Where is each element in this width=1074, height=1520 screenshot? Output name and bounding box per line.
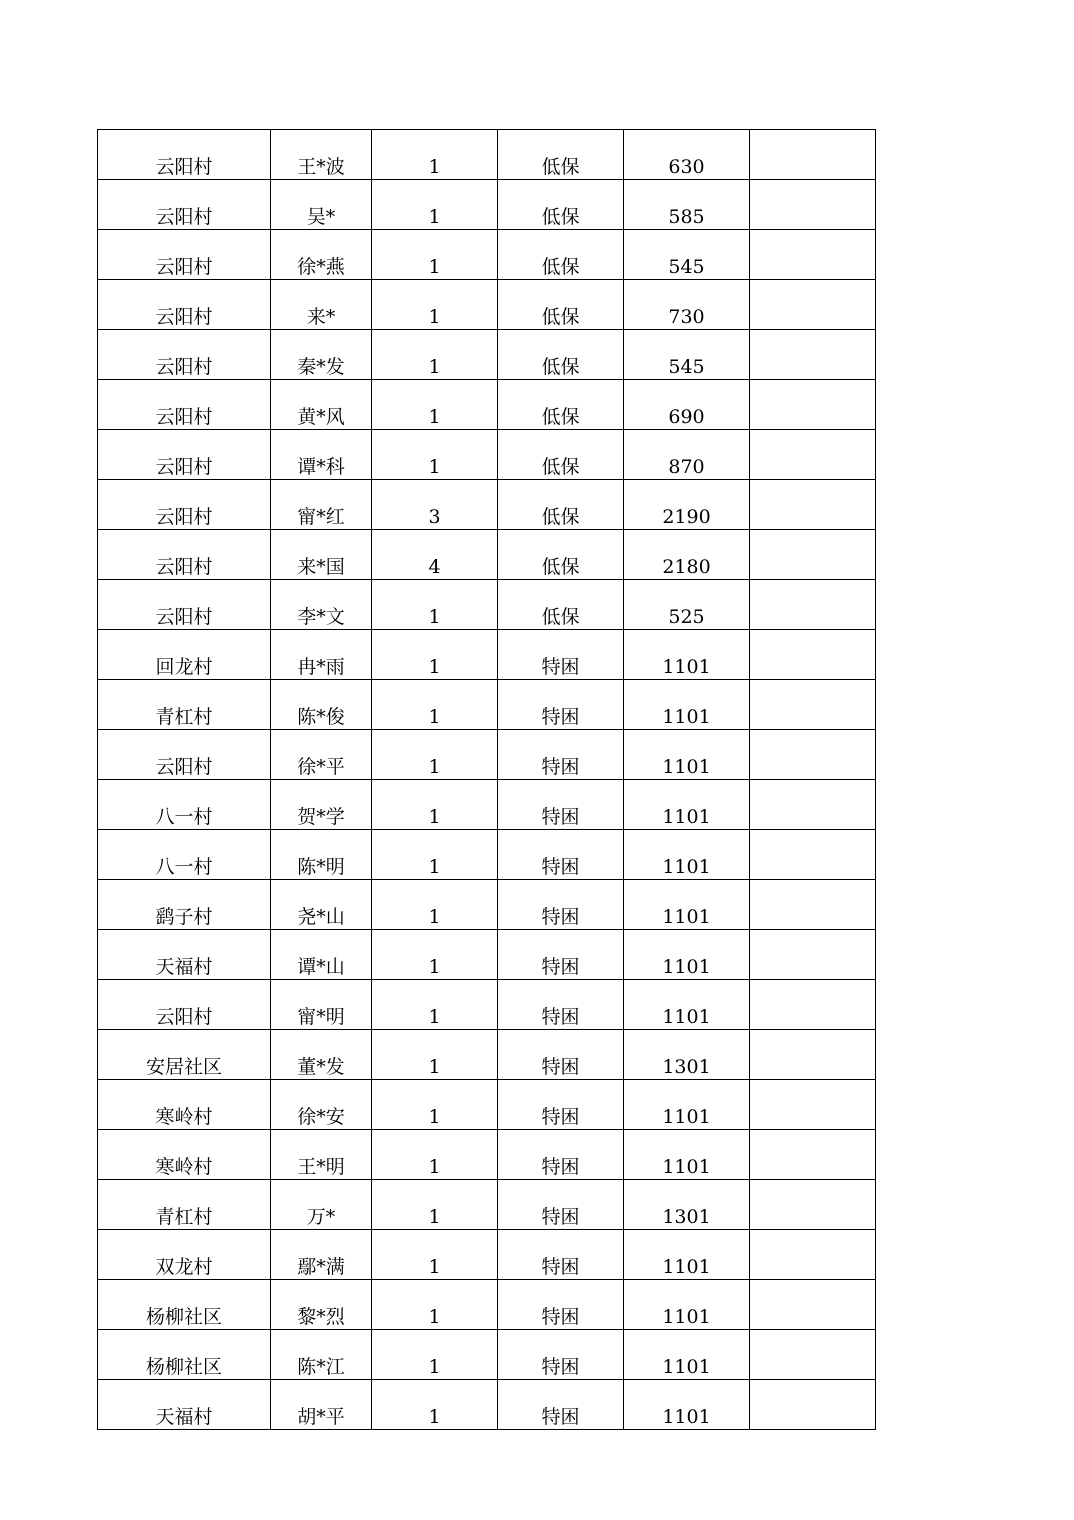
village-cell: 双龙村 — [98, 1230, 271, 1280]
name-cell: 谭*科 — [271, 430, 372, 480]
note-cell — [750, 1230, 876, 1280]
household-count-cell: 1 — [372, 330, 498, 380]
amount-cell: 2190 — [624, 480, 750, 530]
table-row — [98, 330, 876, 380]
village-cell: 云阳村 — [98, 380, 271, 430]
household-count-cell: 1 — [372, 880, 498, 930]
amount-cell: 1301 — [624, 1030, 750, 1080]
note-cell — [750, 1330, 876, 1380]
note-cell — [750, 730, 876, 780]
village-cell: 云阳村 — [98, 980, 271, 1030]
assistance-type-cell: 特困 — [498, 780, 624, 830]
table-row — [98, 680, 876, 730]
amount-cell: 1101 — [624, 730, 750, 780]
table-row — [98, 1180, 876, 1230]
village-cell: 云阳村 — [98, 230, 271, 280]
note-cell — [750, 1380, 876, 1430]
household-count-cell: 1 — [372, 1030, 498, 1080]
village-cell: 鹞子村 — [98, 880, 271, 930]
amount-cell: 1101 — [624, 1330, 750, 1380]
table-row — [98, 780, 876, 830]
village-cell: 青杠村 — [98, 1180, 271, 1230]
name-cell: 王*波 — [271, 130, 372, 180]
assistance-type-cell: 低保 — [498, 480, 624, 530]
note-cell — [750, 430, 876, 480]
note-cell — [750, 330, 876, 380]
amount-cell: 1101 — [624, 830, 750, 880]
village-cell: 青杠村 — [98, 680, 271, 730]
table-row — [98, 1330, 876, 1380]
amount-cell: 630 — [624, 130, 750, 180]
assistance-type-cell: 低保 — [498, 430, 624, 480]
note-cell — [750, 1280, 876, 1330]
household-count-cell: 3 — [372, 480, 498, 530]
amount-cell: 545 — [624, 230, 750, 280]
household-count-cell: 1 — [372, 630, 498, 680]
amount-cell: 1101 — [624, 1080, 750, 1130]
household-count-cell: 1 — [372, 180, 498, 230]
assistance-type-cell: 特困 — [498, 1330, 624, 1380]
assistance-type-cell: 低保 — [498, 230, 624, 280]
assistance-table — [97, 129, 876, 1430]
village-cell: 天福村 — [98, 1380, 271, 1430]
table-row — [98, 880, 876, 930]
village-cell: 云阳村 — [98, 430, 271, 480]
assistance-type-cell: 特困 — [498, 1080, 624, 1130]
amount-cell: 1101 — [624, 880, 750, 930]
assistance-type-cell: 低保 — [498, 380, 624, 430]
amount-cell: 1101 — [624, 780, 750, 830]
assistance-type-cell: 特困 — [498, 830, 624, 880]
note-cell — [750, 180, 876, 230]
name-cell: 胡*平 — [271, 1380, 372, 1430]
note-cell — [750, 230, 876, 280]
note-cell — [750, 630, 876, 680]
assistance-type-cell: 特困 — [498, 980, 624, 1030]
note-cell — [750, 1030, 876, 1080]
household-count-cell: 1 — [372, 930, 498, 980]
assistance-type-cell: 特困 — [498, 1180, 624, 1230]
village-cell: 寒岭村 — [98, 1080, 271, 1130]
amount-cell: 1101 — [624, 1280, 750, 1330]
note-cell — [750, 380, 876, 430]
name-cell: 冉*雨 — [271, 630, 372, 680]
village-cell: 安居社区 — [98, 1030, 271, 1080]
name-cell: 甯*红 — [271, 480, 372, 530]
household-count-cell: 1 — [372, 1080, 498, 1130]
table-row — [98, 1130, 876, 1180]
household-count-cell: 1 — [372, 1230, 498, 1280]
note-cell — [750, 880, 876, 930]
note-cell — [750, 580, 876, 630]
name-cell: 鄢*满 — [271, 1230, 372, 1280]
household-count-cell: 1 — [372, 230, 498, 280]
village-cell: 云阳村 — [98, 580, 271, 630]
table-row — [98, 830, 876, 880]
village-cell: 云阳村 — [98, 730, 271, 780]
village-cell: 云阳村 — [98, 130, 271, 180]
household-count-cell: 1 — [372, 580, 498, 630]
name-cell: 陈*俊 — [271, 680, 372, 730]
assistance-type-cell: 低保 — [498, 280, 624, 330]
household-count-cell: 4 — [372, 530, 498, 580]
household-count-cell: 1 — [372, 980, 498, 1030]
name-cell: 黎*烈 — [271, 1280, 372, 1330]
table-row — [98, 1030, 876, 1080]
household-count-cell: 1 — [372, 280, 498, 330]
name-cell: 李*文 — [271, 580, 372, 630]
table-row — [98, 130, 876, 180]
table-row — [98, 730, 876, 780]
name-cell: 尧*山 — [271, 880, 372, 930]
assistance-type-cell: 特困 — [498, 880, 624, 930]
note-cell — [750, 280, 876, 330]
name-cell: 谭*山 — [271, 930, 372, 980]
note-cell — [750, 130, 876, 180]
household-count-cell: 1 — [372, 730, 498, 780]
amount-cell: 585 — [624, 180, 750, 230]
assistance-type-cell: 低保 — [498, 130, 624, 180]
table-row — [98, 1080, 876, 1130]
assistance-type-cell: 低保 — [498, 580, 624, 630]
name-cell: 徐*平 — [271, 730, 372, 780]
amount-cell: 545 — [624, 330, 750, 380]
amount-cell: 525 — [624, 580, 750, 630]
assistance-type-cell: 特困 — [498, 930, 624, 980]
amount-cell: 1301 — [624, 1180, 750, 1230]
table-row — [98, 980, 876, 1030]
amount-cell: 870 — [624, 430, 750, 480]
table-row — [98, 480, 876, 530]
name-cell: 吴* — [271, 180, 372, 230]
table-row — [98, 1380, 876, 1430]
name-cell: 黄*风 — [271, 380, 372, 430]
village-cell: 天福村 — [98, 930, 271, 980]
name-cell: 徐*安 — [271, 1080, 372, 1130]
note-cell — [750, 1080, 876, 1130]
assistance-type-cell: 特困 — [498, 630, 624, 680]
amount-cell: 1101 — [624, 1380, 750, 1430]
name-cell: 来*国 — [271, 530, 372, 580]
village-cell: 云阳村 — [98, 330, 271, 380]
name-cell: 来* — [271, 280, 372, 330]
note-cell — [750, 530, 876, 580]
amount-cell: 1101 — [624, 680, 750, 730]
village-cell: 回龙村 — [98, 630, 271, 680]
note-cell — [750, 780, 876, 830]
note-cell — [750, 1130, 876, 1180]
amount-cell: 1101 — [624, 930, 750, 980]
name-cell: 甯*明 — [271, 980, 372, 1030]
amount-cell: 690 — [624, 380, 750, 430]
note-cell — [750, 480, 876, 530]
assistance-type-cell: 特困 — [498, 1030, 624, 1080]
name-cell: 贺*学 — [271, 780, 372, 830]
household-count-cell: 1 — [372, 1180, 498, 1230]
note-cell — [750, 680, 876, 730]
table-row — [98, 1280, 876, 1330]
village-cell: 杨柳社区 — [98, 1280, 271, 1330]
village-cell: 寒岭村 — [98, 1130, 271, 1180]
table-row — [98, 180, 876, 230]
household-count-cell: 1 — [372, 130, 498, 180]
table-row — [98, 1230, 876, 1280]
assistance-type-cell: 低保 — [498, 180, 624, 230]
household-count-cell: 1 — [372, 680, 498, 730]
table-row — [98, 530, 876, 580]
amount-cell: 1101 — [624, 1230, 750, 1280]
village-cell: 云阳村 — [98, 180, 271, 230]
village-cell: 云阳村 — [98, 530, 271, 580]
assistance-type-cell: 特困 — [498, 1280, 624, 1330]
assistance-type-cell: 低保 — [498, 330, 624, 380]
amount-cell: 2180 — [624, 530, 750, 580]
name-cell: 王*明 — [271, 1130, 372, 1180]
table-row — [98, 280, 876, 330]
amount-cell: 1101 — [624, 630, 750, 680]
amount-cell: 730 — [624, 280, 750, 330]
note-cell — [750, 980, 876, 1030]
household-count-cell: 1 — [372, 1380, 498, 1430]
name-cell: 陈*江 — [271, 1330, 372, 1380]
household-count-cell: 1 — [372, 380, 498, 430]
table-row — [98, 430, 876, 480]
name-cell: 陈*明 — [271, 830, 372, 880]
table-body — [98, 130, 876, 1430]
table-row — [98, 930, 876, 980]
assistance-type-cell: 低保 — [498, 530, 624, 580]
village-cell: 杨柳社区 — [98, 1330, 271, 1380]
amount-cell: 1101 — [624, 1130, 750, 1180]
table-row — [98, 230, 876, 280]
household-count-cell: 1 — [372, 1280, 498, 1330]
name-cell: 董*发 — [271, 1030, 372, 1080]
note-cell — [750, 1180, 876, 1230]
household-count-cell: 1 — [372, 430, 498, 480]
amount-cell: 1101 — [624, 980, 750, 1030]
table-row — [98, 630, 876, 680]
note-cell — [750, 930, 876, 980]
assistance-type-cell: 特困 — [498, 1130, 624, 1180]
household-count-cell: 1 — [372, 1130, 498, 1180]
household-count-cell: 1 — [372, 1330, 498, 1380]
table-row — [98, 380, 876, 430]
assistance-type-cell: 特困 — [498, 680, 624, 730]
name-cell: 万* — [271, 1180, 372, 1230]
assistance-type-cell: 特困 — [498, 1380, 624, 1430]
village-cell: 八一村 — [98, 780, 271, 830]
name-cell: 秦*发 — [271, 330, 372, 380]
village-cell: 云阳村 — [98, 480, 271, 530]
household-count-cell: 1 — [372, 830, 498, 880]
assistance-type-cell: 特困 — [498, 730, 624, 780]
assistance-type-cell: 特困 — [498, 1230, 624, 1280]
table-row — [98, 580, 876, 630]
name-cell: 徐*燕 — [271, 230, 372, 280]
note-cell — [750, 830, 876, 880]
village-cell: 八一村 — [98, 830, 271, 880]
village-cell: 云阳村 — [98, 280, 271, 330]
household-count-cell: 1 — [372, 780, 498, 830]
